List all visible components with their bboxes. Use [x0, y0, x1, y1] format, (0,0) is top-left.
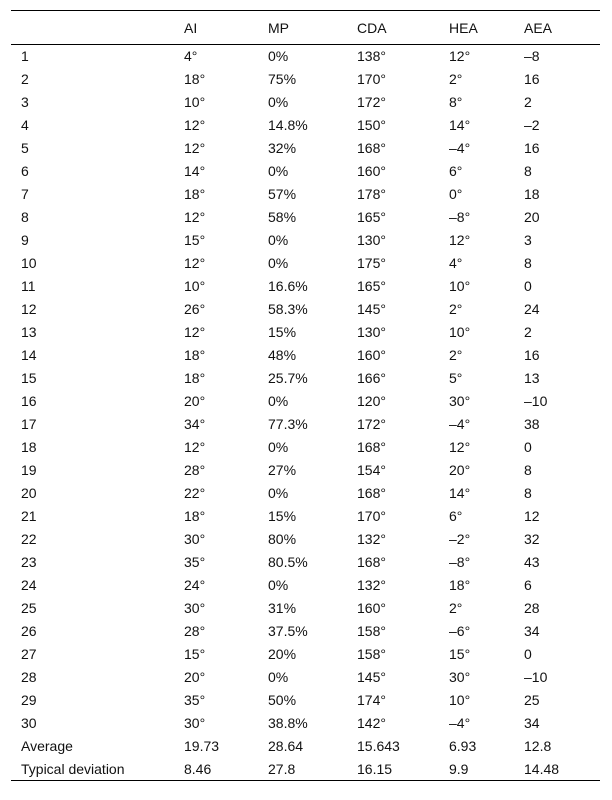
- cell-index: 23: [21, 554, 37, 570]
- cell-cda: 165°: [357, 209, 386, 225]
- cell-aea: –8: [524, 48, 540, 65]
- cell-cda: 160°: [357, 347, 386, 363]
- cell-cda: 130°: [357, 232, 386, 248]
- cell-cda: 130°: [357, 324, 386, 340]
- cell-cda: 168°: [357, 485, 386, 501]
- data-table: [11, 10, 600, 781]
- cell-mp: 0%: [268, 439, 289, 455]
- table-row: [11, 206, 600, 229]
- cell-cda: 145°: [357, 669, 386, 685]
- cell-index: 28: [21, 669, 37, 685]
- cell-cda: 168°: [357, 439, 386, 455]
- cell-ai: 18°: [184, 508, 206, 524]
- cell-ai: 12°: [184, 324, 206, 340]
- cell-mp: 15%: [268, 508, 297, 524]
- cell-hea: 6.93: [449, 738, 477, 754]
- table-row: [11, 91, 600, 114]
- cell-ai: 35°: [184, 554, 206, 570]
- cell-aea: 8: [524, 462, 532, 478]
- cell-aea: 12.8: [524, 738, 552, 754]
- cell-mp: 0%: [268, 669, 289, 685]
- cell-hea: 18°: [449, 577, 471, 593]
- table-row: [11, 459, 600, 482]
- table-row: [11, 298, 600, 321]
- table-row: [11, 45, 600, 68]
- table-row: [11, 413, 600, 436]
- cell-index: 18: [21, 439, 37, 455]
- cell-cda: 172°: [357, 94, 386, 110]
- cell-ai: 28°: [184, 462, 206, 478]
- cell-index: 20: [21, 485, 37, 501]
- table-row: [11, 551, 600, 574]
- cell-hea: 10°: [449, 692, 471, 708]
- cell-hea: 8°: [449, 94, 463, 110]
- cell-ai: 24°: [184, 577, 206, 593]
- cell-mp: 20%: [268, 646, 297, 662]
- cell-aea: 0: [524, 278, 532, 294]
- table-row: [11, 528, 600, 551]
- table-row: [11, 321, 600, 344]
- table-row: [11, 666, 600, 689]
- cell-ai: 28°: [184, 623, 206, 639]
- cell-aea: 16: [524, 347, 540, 363]
- cell-cda: 150°: [357, 117, 386, 133]
- cell-cda: 132°: [357, 577, 386, 593]
- cell-cda: 154°: [357, 462, 386, 478]
- cell-aea: 34: [524, 623, 540, 639]
- cell-mp: 15%: [268, 324, 297, 340]
- cell-mp: 37.5%: [268, 623, 308, 639]
- cell-cda: 172°: [357, 416, 386, 432]
- cell-cda: 160°: [357, 600, 386, 616]
- cell-ai: 18°: [184, 186, 206, 202]
- cell-hea: 6°: [449, 163, 463, 179]
- cell-aea: 38: [524, 416, 540, 432]
- cell-index: 17: [21, 416, 37, 432]
- cell-cda: 138°: [357, 48, 386, 65]
- cell-mp: 75%: [268, 71, 297, 87]
- cell-hea: –8°: [449, 209, 471, 225]
- cell-ai: 30°: [184, 600, 206, 616]
- cell-mp: 16.6%: [268, 278, 308, 294]
- cell-hea: –4°: [449, 416, 471, 432]
- cell-index: 5: [21, 140, 29, 156]
- cell-index: 4: [21, 117, 29, 133]
- cell-aea: 28: [524, 600, 540, 616]
- cell-ai: 22°: [184, 485, 206, 501]
- table-row: [11, 436, 600, 459]
- table-row: [11, 482, 600, 505]
- cell-mp: 0%: [268, 163, 289, 179]
- cell-index: 24: [21, 577, 37, 593]
- cell-hea: –4°: [449, 715, 471, 731]
- cell-ai: 20°: [184, 393, 206, 409]
- cell-ai: 12°: [184, 117, 206, 133]
- cell-hea: 2°: [449, 347, 463, 363]
- cell-index: 8: [21, 209, 29, 225]
- cell-index: 1: [21, 48, 29, 65]
- cell-ai: 10°: [184, 94, 206, 110]
- cell-hea: 10°: [449, 324, 471, 340]
- cell-cda: 16.15: [347, 758, 439, 781]
- cell-mp: 27.8: [258, 758, 347, 781]
- cell-mp: 38.8%: [268, 715, 308, 731]
- cell-index: 26: [21, 623, 37, 639]
- cell-aea: 32: [524, 531, 540, 547]
- table-row: [11, 735, 600, 758]
- cell-aea: –10: [524, 669, 548, 685]
- cell-index: 6: [21, 163, 29, 179]
- cell-ai: 19.73: [184, 738, 220, 754]
- cell-index: 13: [21, 324, 37, 340]
- cell-ai: 8.46: [174, 758, 258, 781]
- table-body: [11, 45, 600, 781]
- cell-ai: 12°: [184, 439, 206, 455]
- cell-mp: 0%: [268, 255, 289, 271]
- cell-ai: 34°: [184, 416, 206, 432]
- data-table-container: [11, 10, 600, 781]
- cell-mp: 50%: [268, 692, 297, 708]
- cell-ai: 14°: [184, 163, 206, 179]
- table-row: [11, 367, 600, 390]
- cell-cda: 15.643: [357, 738, 400, 754]
- cell-mp: 14.8%: [268, 117, 308, 133]
- table-row: [11, 137, 600, 160]
- table-row: [11, 758, 600, 781]
- cell-aea: 3: [524, 232, 532, 248]
- cell-index: 15: [21, 370, 37, 386]
- cell-aea: 8: [524, 255, 532, 271]
- cell-aea: 20: [524, 209, 540, 225]
- cell-index: Average: [21, 738, 73, 754]
- cell-index: 21: [21, 508, 37, 524]
- cell-index: 3: [21, 94, 29, 110]
- cell-ai: 30°: [184, 531, 206, 547]
- cell-cda: 175°: [357, 255, 386, 271]
- cell-mp: 28.64: [268, 738, 304, 754]
- cell-aea: 25: [524, 692, 540, 708]
- cell-hea: 14°: [449, 117, 471, 133]
- cell-mp: 31%: [268, 600, 297, 616]
- cell-ai: 10°: [184, 278, 206, 294]
- cell-index: 30: [21, 715, 37, 731]
- cell-ai: 12°: [184, 140, 206, 156]
- table-row: [11, 344, 600, 367]
- header-cell-aea: AEA: [514, 11, 600, 45]
- cell-ai: 4°: [184, 48, 198, 65]
- cell-ai: 15°: [184, 232, 206, 248]
- cell-aea: 2: [524, 94, 532, 110]
- cell-cda: 160°: [357, 163, 386, 179]
- cell-hea: 12°: [449, 439, 471, 455]
- cell-cda: 170°: [357, 508, 386, 524]
- cell-index: 10: [21, 255, 37, 271]
- cell-index: 9: [21, 232, 29, 248]
- cell-mp: 58%: [268, 209, 297, 225]
- table-row: [11, 505, 600, 528]
- cell-aea: 16: [524, 71, 540, 87]
- cell-cda: 168°: [357, 140, 386, 156]
- cell-aea: 2: [524, 324, 532, 340]
- header-cell-index: [11, 11, 174, 45]
- cell-cda: 168°: [357, 554, 386, 570]
- cell-mp: 0%: [268, 48, 289, 65]
- table-row: [11, 712, 600, 735]
- cell-ai: 20°: [184, 669, 206, 685]
- table-row: [11, 68, 600, 91]
- cell-cda: 165°: [357, 278, 386, 294]
- cell-mp: 0%: [268, 232, 289, 248]
- cell-index: 19: [21, 462, 37, 478]
- cell-cda: 178°: [357, 186, 386, 202]
- table-row: [11, 620, 600, 643]
- cell-hea: 2°: [449, 71, 463, 87]
- cell-aea: –2: [524, 117, 540, 133]
- table-row: [11, 252, 600, 275]
- header-cell-ai: AI: [174, 11, 258, 45]
- cell-hea: 9.9: [439, 758, 514, 781]
- cell-mp: 0%: [268, 393, 289, 409]
- cell-aea: 6: [524, 577, 532, 593]
- cell-ai: 12°: [184, 255, 206, 271]
- cell-ai: 30°: [184, 715, 206, 731]
- table-row: [11, 689, 600, 712]
- table-row: [11, 183, 600, 206]
- cell-mp: 58.3%: [268, 301, 308, 317]
- cell-mp: 80.5%: [268, 554, 308, 570]
- cell-ai: 12°: [184, 209, 206, 225]
- cell-index: 12: [21, 301, 37, 317]
- cell-cda: 166°: [357, 370, 386, 386]
- table-header: [11, 11, 600, 45]
- table-row: [11, 390, 600, 413]
- cell-mp: 25.7%: [268, 370, 308, 386]
- table-row: [11, 114, 600, 137]
- cell-aea: 24: [524, 301, 540, 317]
- cell-cda: 142°: [357, 715, 386, 731]
- table-row: [11, 597, 600, 620]
- cell-hea: –6°: [449, 623, 471, 639]
- cell-aea: 14.48: [514, 758, 600, 781]
- table-row: [11, 643, 600, 666]
- cell-aea: 16: [524, 140, 540, 156]
- cell-aea: 43: [524, 554, 540, 570]
- cell-ai: 35°: [184, 692, 206, 708]
- cell-cda: 158°: [357, 646, 386, 662]
- cell-hea: –2°: [449, 531, 471, 547]
- cell-ai: 15°: [184, 646, 206, 662]
- cell-ai: 18°: [184, 71, 206, 87]
- cell-index: 11: [21, 278, 36, 294]
- cell-hea: 4°: [449, 255, 463, 271]
- cell-index: Typical deviation: [11, 758, 174, 781]
- cell-hea: 0°: [449, 186, 463, 202]
- cell-hea: 2°: [449, 600, 463, 616]
- table-row: [11, 229, 600, 252]
- cell-hea: 6°: [449, 508, 463, 524]
- cell-cda: 145°: [357, 301, 386, 317]
- cell-hea: 12°: [449, 232, 471, 248]
- cell-aea: 0: [524, 439, 532, 455]
- cell-index: 22: [21, 531, 37, 547]
- cell-cda: 170°: [357, 71, 386, 87]
- cell-mp: 48%: [268, 347, 297, 363]
- header-row: [11, 11, 600, 45]
- cell-ai: 26°: [184, 301, 206, 317]
- cell-aea: 12: [524, 508, 540, 524]
- cell-hea: 30°: [449, 669, 471, 685]
- cell-ai: 18°: [184, 347, 206, 363]
- cell-hea: 10°: [449, 278, 471, 294]
- cell-hea: 14°: [449, 485, 471, 501]
- cell-hea: 12°: [449, 48, 471, 65]
- cell-mp: 77.3%: [268, 416, 308, 432]
- cell-ai: 18°: [184, 370, 206, 386]
- header-cell-hea: HEA: [439, 11, 514, 45]
- cell-cda: 120°: [357, 393, 386, 409]
- cell-mp: 32%: [268, 140, 297, 156]
- cell-mp: 0%: [268, 94, 289, 110]
- cell-aea: 0: [524, 646, 532, 662]
- cell-index: 29: [21, 692, 37, 708]
- cell-mp: 57%: [268, 186, 297, 202]
- cell-mp: 80%: [268, 531, 297, 547]
- cell-aea: –10: [524, 393, 548, 409]
- cell-hea: 20°: [449, 462, 471, 478]
- table-row: [11, 275, 600, 298]
- cell-aea: 8: [524, 163, 532, 179]
- cell-mp: 0%: [268, 577, 289, 593]
- table-row: [11, 574, 600, 597]
- cell-index: 2: [21, 71, 29, 87]
- cell-hea: 5°: [449, 370, 463, 386]
- cell-aea: 18: [524, 186, 540, 202]
- cell-aea: 13: [524, 370, 540, 386]
- cell-hea: 30°: [449, 393, 471, 409]
- header-cell-mp: MP: [258, 11, 347, 45]
- cell-index: 14: [21, 347, 37, 363]
- cell-cda: 174°: [357, 692, 386, 708]
- cell-aea: 34: [524, 715, 540, 731]
- cell-hea: –4°: [449, 140, 471, 156]
- table-row: [11, 160, 600, 183]
- cell-hea: 15°: [449, 646, 471, 662]
- cell-index: 25: [21, 600, 37, 616]
- cell-mp: 27%: [268, 462, 297, 478]
- cell-mp: 0%: [268, 485, 289, 501]
- cell-hea: –8°: [449, 554, 471, 570]
- cell-cda: 132°: [357, 531, 386, 547]
- cell-hea: 2°: [449, 301, 463, 317]
- header-cell-cda: CDA: [347, 11, 439, 45]
- cell-index: 27: [21, 646, 37, 662]
- cell-cda: 158°: [357, 623, 386, 639]
- cell-index: 7: [21, 186, 29, 202]
- cell-index: 16: [21, 393, 37, 409]
- cell-aea: 8: [524, 485, 532, 501]
